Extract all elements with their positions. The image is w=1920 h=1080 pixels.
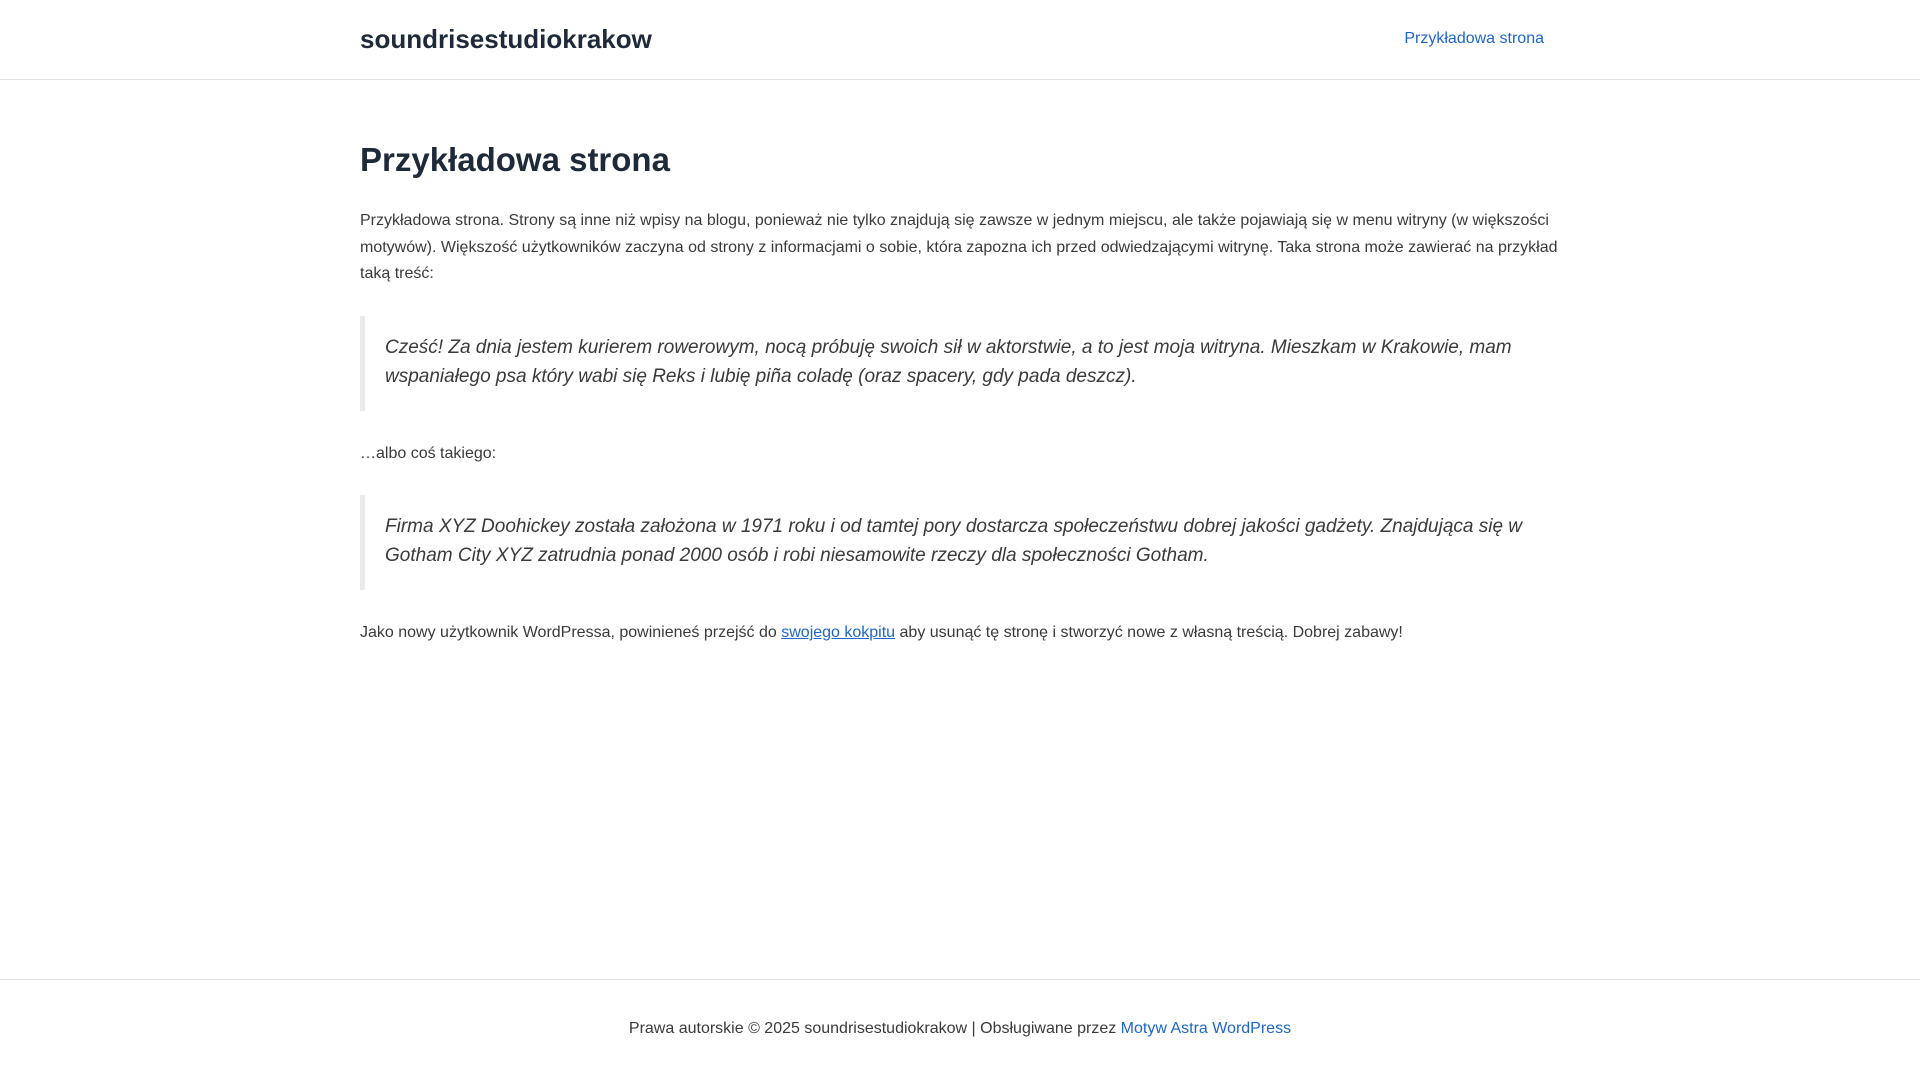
site-footer xyxy=(0,979,1920,1080)
intro-paragraph: Przykładowa strona. Strony są inne niż wpisy na blogu, ponieważ nie tylko znajdują się zawsze w jednym miejscu, ale także pojawiają się w menu witryny (w większości motywów). Większość użytkowników zaczyna od strony z informacjami o sobie, która zapozna ich przed odwiedzającymi witrynę. Taka strona może zawierać na przykład taką treść: xyxy=(360,212,1558,282)
footer-copyright: Prawa autorskie © 2025 soundrisestudiokrakow | Obsługiwane przez xyxy=(628,1020,1121,1037)
page-title: Przykładowa strona xyxy=(360,141,670,178)
blockquote-1 xyxy=(360,316,1560,411)
between-paragraph: …albo coś takiego: xyxy=(360,444,497,462)
blockquote-1-text: Cześć! Za dnia jestem kurierem rowerowym, nocą próbuję swoich sił w aktorstwie, a to jest moja witryna. Mieszkam w Krakowie, mam wspaniałego psa który wabi się Reks i lubię piña coladę (oraz spacery, gdy pada deszcz). xyxy=(385,336,1512,387)
outro-paragraph xyxy=(360,620,1560,647)
dashboard-link[interactable]: swojego kokpitu xyxy=(781,624,896,641)
site-header xyxy=(0,0,1920,80)
outro-text-before: Jako nowy użytkownik WordPressa, powinieneś przejść do xyxy=(360,624,782,641)
main-content xyxy=(360,136,1560,647)
site-title-link[interactable]: soundrisestudiokrakow xyxy=(360,24,652,54)
blockquote-2 xyxy=(360,495,1560,590)
blockquote-2-text: Firma XYZ Doohickey została założona w 1971 roku i od tamtej pory dostarcza społeczeństwu dobrej jakości gadżety. Znajdująca się w Gotham City XYZ zatrudnia ponad 2000 osób i robi niesamowite rzeczy dla społeczności Gotham. xyxy=(385,516,1523,566)
theme-link[interactable]: Motyw Astra WordPress xyxy=(1120,1020,1292,1037)
footer-text xyxy=(0,1018,1920,1040)
outro-text-after: aby usunąć tę stronę i stworzyć nowe z własną treścią. Dobrej zabawy! xyxy=(895,624,1403,641)
nav-item-sample-page[interactable]: Przykładowa strona xyxy=(1404,30,1544,47)
